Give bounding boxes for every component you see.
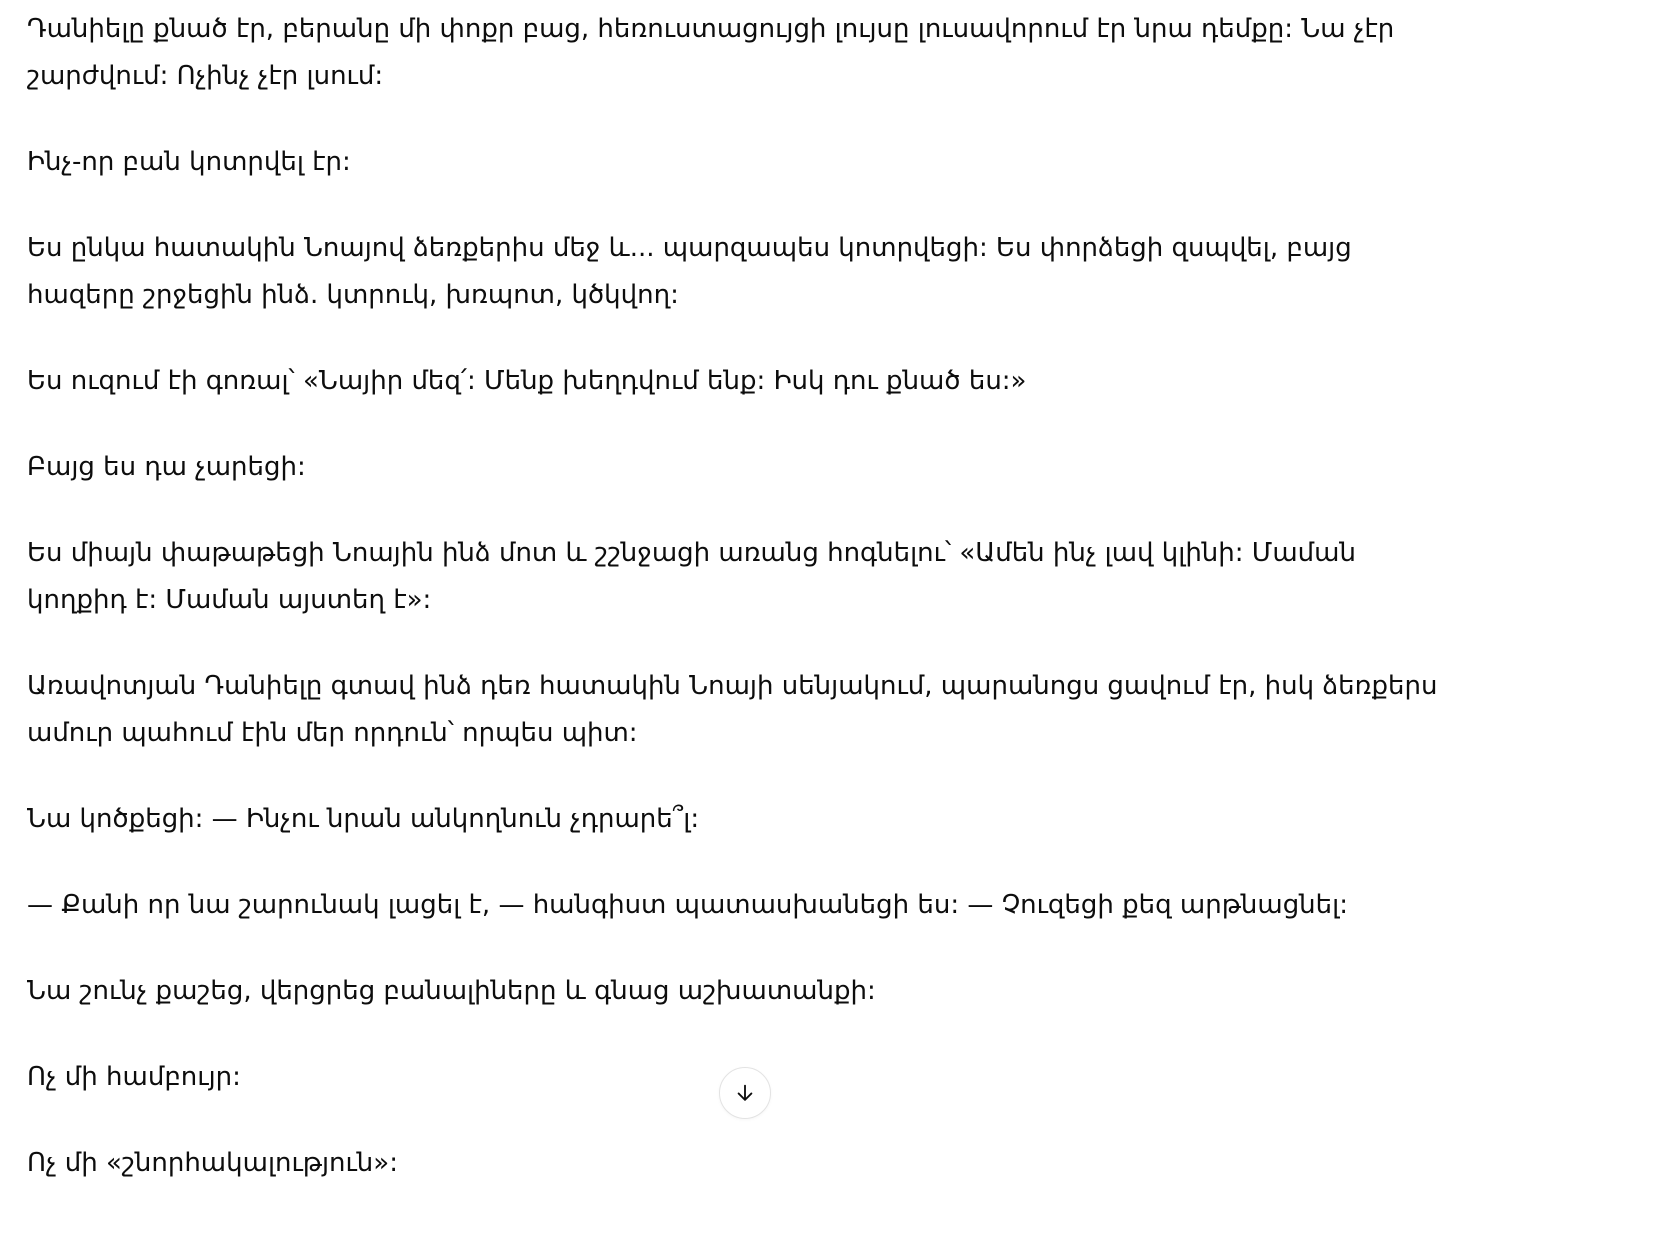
down-arrow-icon	[734, 1082, 756, 1104]
scroll-to-bottom-button[interactable]	[719, 1067, 771, 1119]
paragraph: Առավոտյան Դանիելը գտավ ինձ դեռ հատակին Նոայի սենյակում, պարանոցս ցավում էր, իսկ ձեռքերս ամուր պահում էին մեր որդուն՝ որպես պիտ:	[27, 671, 1438, 748]
paragraph: Ես միայն փաթաթեցի Նոային ինձ մոտ և շշնջացի առանց հոգնելու՝ «Ամեն ինչ լավ կլինի: Մաման կողքիդ է: Մաման այստեղ է»:	[27, 538, 1356, 615]
paragraph: Ինչ-որ բան կոտրվել էր:	[27, 147, 351, 177]
paragraph: Նա շունչ քաշեց, վերցրեց բանալիները և գնաց աշխատանքի:	[27, 976, 876, 1006]
paragraph: Ոչ մի համբույր:	[27, 1062, 241, 1092]
paragraph: Նա կոծքեցի: — Ինչու նրան անկողնուն չդրարե՞լ:	[27, 804, 700, 834]
paragraph: Բայց ես դա չարեցի:	[27, 452, 306, 482]
paragraph: Ես ուզում էի գոռալ՝ «Նայիր մեզ՛: Մենք խեղդվում ենք: Իսկ դու քնած ես:»	[27, 366, 1027, 396]
paragraph: — Քանի որ նա շարունակ լացել է, — հանգիստ պատասխանեցի ես: — Չուզեցի քեզ արթնացնել:	[27, 890, 1348, 920]
message-text-block	[27, 6, 1439, 1226]
paragraph: Դանիելը քնած էր, բերանը մի փոքր բաց, հեռուստացույցի լույսը լուսավորում էր նրա դեմքը: Նա չէր շարժվում: Ոչինչ չէր լսում:	[27, 14, 1395, 91]
paragraph: Ոչ մի «շնորհակալություն»:	[27, 1148, 398, 1178]
paragraph: Ես ընկա հատակին Նոայով ձեռքերիս մեջ և... պարզապես կոտրվեցի: Ես փորձեցի զսպվել, բայց հազերը շրջեցին ինձ. կտրուկ, խռպոտ, կծկվող:	[27, 233, 1352, 310]
